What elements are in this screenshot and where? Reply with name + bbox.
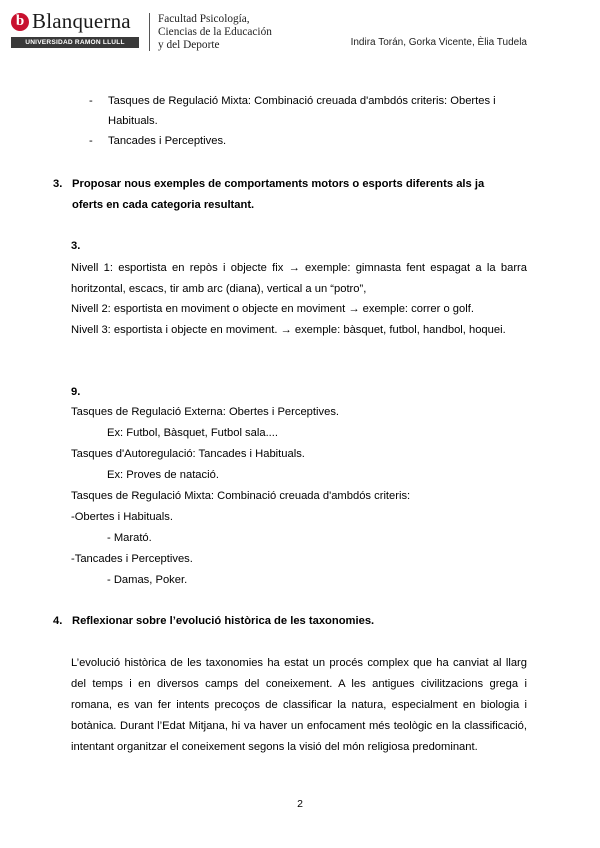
mixta-tancades: -Tancades i Perceptives. <box>71 553 193 565</box>
regulacio-externa: Tasques de Regulació Externa: Obertes i Perceptives. <box>71 406 340 418</box>
mixta-obertes: -Obertes i Habituals. <box>71 511 173 523</box>
nivell-1: Nivell 1: esportista en repòs i objecte fix → exemple: gimnasta fent espagat a la barra horitzontal, escacs, tir amb arc (diana), vertical a un “potro”, <box>71 262 527 295</box>
mixta-obertes-example: - Marató. <box>107 532 152 544</box>
bullet-dash: - <box>89 135 93 147</box>
nivell-2: Nivell 2: esportista en moviment o objecte en moviment → exemple: correr o golf. <box>71 303 474 315</box>
question-number: 4. <box>53 615 63 627</box>
bullet-text: Tancades i Perceptives. <box>108 135 227 147</box>
question-number: 3. <box>53 178 63 190</box>
logo-mark: b <box>11 13 29 31</box>
logo-wordmark: Blanquerna <box>32 9 131 33</box>
autoregulacio: Tasques d'Autoregulació: Tancades i Habituals. <box>71 448 305 460</box>
bullet-dash: - <box>89 95 93 107</box>
nivell-3: Nivell 3: esportista i objecte en moviment. → exemple: bàsquet, futbol, handbol, hoquei. <box>71 324 506 336</box>
autoregulacio-example: Ex: Proves de natació. <box>107 469 219 481</box>
mixta-tancades-example: - Damas, Poker. <box>107 574 188 586</box>
university-label: UNIVERSIDAD RAMON LLULL <box>11 37 139 48</box>
page-number: 2 <box>297 798 303 810</box>
faculty-line: Facultad Psicología, <box>158 13 250 25</box>
answer-3-heading: 3. <box>71 240 81 252</box>
question-3-line: oferts en cada categoria resultant. <box>72 199 255 211</box>
faculty-line: y del Deporte <box>158 39 220 52</box>
faculty-line: Ciencias de la Educación <box>158 26 272 39</box>
regulacio-mixta: Tasques de Regulació Mixta: Combinació creuada d'ambdós criteris: <box>71 490 411 502</box>
header-divider <box>149 13 150 51</box>
faculty-name <box>158 13 272 53</box>
authors: Indira Torán, Gorka Vicente, Èlia Tudela <box>350 37 527 48</box>
regulacio-externa-example: Ex: Futbol, Bàsquet, Futbol sala.... <box>107 427 279 439</box>
bullet-text-continued: Habituals. <box>108 115 158 127</box>
historical-evolution-paragraph: L’evolució històrica de les taxonomies ha estat un procés complex que ha canviat al llarg del temps i en diversos camps del coneixement. A les antigues civilitzacions grega i romana, es van fer intents precoços de classificar la natura, especialment en biologia i botànica. Durant l’Edat Mitjana, hi va haver un enfocament més teològic en la classificació, intentant organitzar el coneixement segons la visió del món religiosa predominant. <box>71 657 527 753</box>
bullet-text: Tasques de Regulació Mixta: Combinació creuada d'ambdós criteris: Obertes i <box>108 95 496 107</box>
question-4-text: Reflexionar sobre l’evolució històrica de les taxonomies. <box>72 615 375 627</box>
answer-9-heading: 9. <box>71 386 81 398</box>
question-3-line: Proposar nous exemples de comportaments motors o esports diferents als ja <box>72 178 485 190</box>
